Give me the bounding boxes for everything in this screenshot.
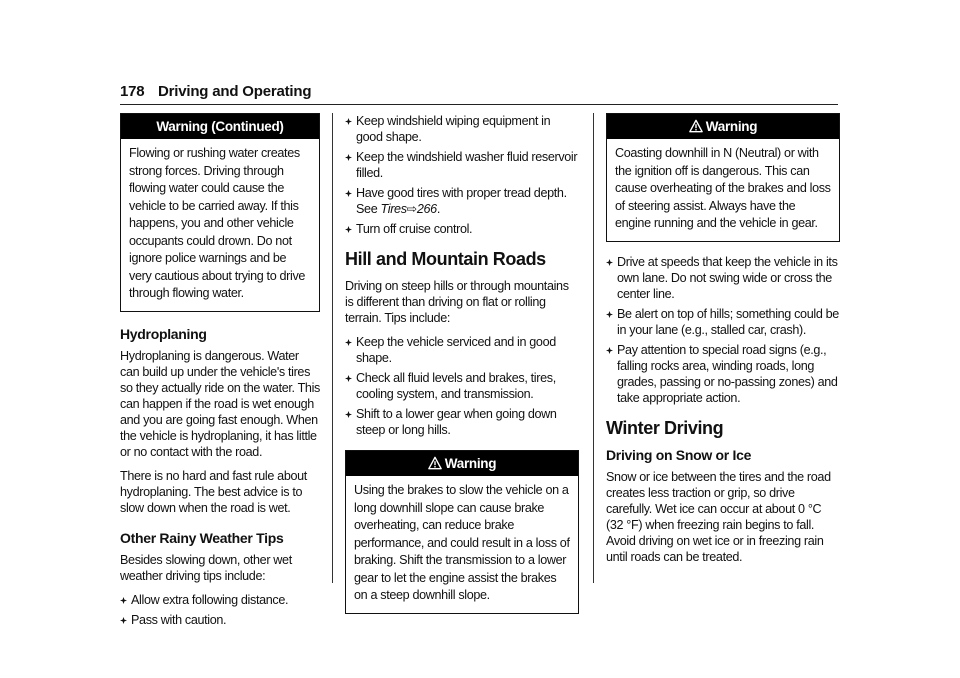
rainy-tips-list <box>120 592 320 628</box>
hydroplaning-heading: Hydroplaning <box>120 325 207 342</box>
list-item-text: Allow extra following distance. <box>131 592 289 607</box>
rainy-tips-heading: Other Rainy Weather Tips <box>120 529 284 546</box>
hydroplaning-paragraph: There is no hard and fast rule about hydroplaning. The best advice is to slow down when the road is wet. <box>120 468 307 515</box>
bullet-icon <box>345 154 352 161</box>
bullet-icon <box>120 597 127 604</box>
warning-box-brakes <box>345 450 579 614</box>
warning-triangle-icon <box>428 456 442 470</box>
column-2 <box>345 113 579 626</box>
rainy-tips-intro: Besides slowing down, other wet weather driving tips include: <box>120 552 292 583</box>
warning-text: Flowing or rushing water creates strong forces. Driving through flowing water could cause the vehicle to be carried away. If this happens, you and other vehicle occupants could drown. Do not ignore police warnings and be very cautious about trying to drive through flowing water. <box>129 146 306 300</box>
bullet-icon <box>345 375 352 382</box>
list-item <box>345 113 579 145</box>
hill-roads-heading: Hill and Mountain Roads <box>345 249 546 269</box>
hill-roads-intro: Driving on steep hills or through mountains is different than driving on flat or rolling terrain. Tips include: <box>345 279 569 325</box>
section-title: Driving and Operating <box>158 83 312 100</box>
list-item-text: Drive at speeds that keep the vehicle in its own lane. Do not swing wide or cross the center line. <box>617 254 838 301</box>
warning-title: Warning <box>705 119 758 134</box>
bullet-icon <box>606 347 613 354</box>
warning-text: Using the brakes to slow the vehicle on a long downhill slope can cause brake overheating, can reduce brake performance, and could result in a loss of braking. Shift the transmission to a lower gear to let the engine assist the brakes on a steep downhill slope. <box>354 483 570 602</box>
list-item-text: Pay attention to special road signs (e.g., falling rocks area, winding roads, long grades, passing or no-passing zones) and take appropriate action. <box>617 342 838 405</box>
warning-text: Coasting downhill in N (Neutral) or with the ignition off is dangerous. This can cause overheating of the brakes and loss of steering assist. Always have the engine running and the vehicle in gear. <box>615 146 831 230</box>
wet-tips-list <box>345 113 579 237</box>
warning-box-continued <box>120 113 320 312</box>
warning-triangle-icon <box>689 119 703 133</box>
mountain-tips-list <box>606 254 840 406</box>
warning-header <box>346 451 578 476</box>
page-header <box>120 83 838 105</box>
list-item <box>606 342 840 406</box>
page-ref-number[interactable]: 266 <box>416 202 437 216</box>
page-ref-arrow-icon: ⇨ <box>406 202 417 216</box>
column-divider <box>593 113 594 583</box>
column-1 <box>120 113 320 636</box>
list-item <box>345 185 579 217</box>
hill-tips-list <box>345 334 579 438</box>
list-item-text: Have good tires with proper tread depth. See <box>356 186 567 216</box>
list-item <box>606 306 840 338</box>
list-item <box>120 612 320 628</box>
list-item-text: Turn off cruise control. <box>356 222 473 236</box>
list-item <box>345 334 579 366</box>
list-item-end: . <box>436 202 440 216</box>
warning-header <box>607 114 839 139</box>
warning-box-coasting <box>606 113 840 242</box>
list-item <box>120 592 320 608</box>
bullet-icon <box>345 118 352 125</box>
hydroplaning-paragraph: Hydroplaning is dangerous. Water can build up under the vehicle's tires so they actually ride on the water. This can happen if the road is wet enough and you are going fast enough. When the vehicle is hydroplaning, it has little or no contact with the road. <box>120 348 320 459</box>
list-item-text: Keep windshield wiping equipment in good shape. <box>356 114 551 144</box>
snow-ice-heading: Driving on Snow or Ice <box>606 446 752 463</box>
list-item-text: Shift to a lower gear when going down steep or long hills. <box>356 407 557 437</box>
list-item <box>606 254 840 302</box>
list-item-text: Keep the windshield washer fluid reservoir filled. <box>356 150 578 180</box>
bullet-icon <box>345 190 352 197</box>
list-item <box>345 149 579 181</box>
list-item-text: Keep the vehicle serviced and in good shape. <box>356 335 556 365</box>
warning-title: Warning <box>444 456 497 471</box>
bullet-icon <box>606 259 613 266</box>
list-item <box>345 370 579 402</box>
snow-ice-paragraph: Snow or ice between the tires and the road creates less traction or grip, so drive carefully. Wet ice can occur at about 0 °C (32 °F) when freezing rain begins to fall. Avoid driving on wet ice or in freezing rain until roads can be treated. <box>606 469 831 564</box>
tires-link[interactable]: Tires <box>380 202 407 216</box>
list-item-text: Be alert on top of hills; something could be in your lane (e.g., stalled car, crash). <box>617 306 839 337</box>
list-item <box>345 406 579 438</box>
column-divider <box>332 113 333 583</box>
warning-title: Warning (Continued) <box>121 114 319 139</box>
bullet-icon <box>345 226 352 233</box>
winter-driving-heading: Winter Driving <box>606 417 724 438</box>
column-3 <box>606 113 840 573</box>
bullet-icon <box>606 311 613 318</box>
list-item-text: Pass with caution. <box>131 612 227 627</box>
page-number: 178 <box>120 83 145 100</box>
list-item <box>345 221 579 237</box>
bullet-icon <box>345 339 352 346</box>
bullet-icon <box>345 411 352 418</box>
bullet-icon <box>120 617 127 624</box>
list-item-text: Check all fluid levels and brakes, tires, cooling system, and transmission. <box>356 371 556 401</box>
